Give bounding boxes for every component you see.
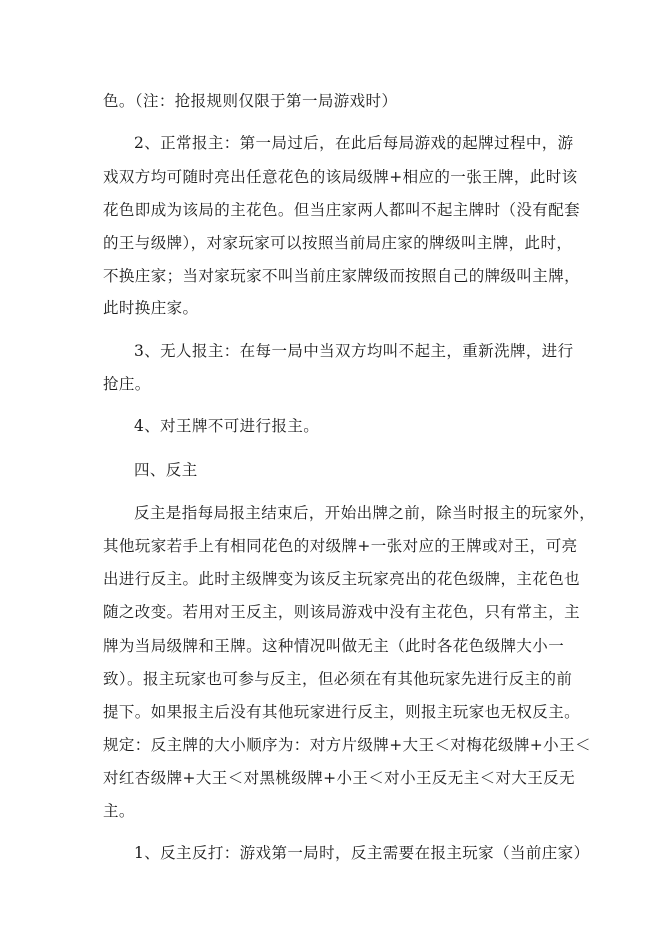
text-line: 随之改变。若用对王反主，则该局游戏中没有主花色，只有常主，主 [103,603,581,621]
text-line: 出进行反主。此时主级牌变为该反主玩家亮出的花色级牌，主花色也 [103,570,581,588]
text-line: 其他玩家若手上有相同花色的对级牌+一张对应的王牌或对王，可亮 [103,537,578,555]
section-heading: 四、反主 [134,461,198,479]
text-line: 不换庄家；当对家玩家不叫当前庄家牌级而按照自己的牌级叫主牌， [103,267,581,285]
text-line: 对红杏级牌+大王＜对黑桃级牌+小王＜对小王反无主＜对大王反无 [103,769,575,787]
paragraph-no-call-line: 3、无人报主：在每一局中当双方均叫不起主，重新洗牌，进行 [134,342,574,360]
text-line: 的王与级牌），对家玩家可以按照当前局庄家的牌级叫主牌，此时， [103,234,573,252]
paragraph-counter-call-line: 反主是指每局报主结束后，开始出牌之前，除当时报主的玩家外， [134,504,596,522]
text-line: 主。 [103,802,135,820]
text-line: 戏双方均可随时亮出任意花色的该局级牌+相应的一张王牌，此时该 [103,168,578,186]
text-line: 抢庄。 [103,375,151,393]
text-line: 此时换庄家。 [103,299,199,317]
paragraph-normal-call-line: 2、正常报主：第一局过后，在此后每局游戏的起牌过程中，游 [134,134,574,152]
text-line: 牌为当局级牌和王牌。这种情况叫做无主（此时各花色级牌大小一 [103,637,565,655]
text-line: 色。（注：抢报规则仅限于第一局游戏时） [103,92,398,110]
text-line: 致）。报主玩家也可参与反主，但必须在有其他玩家先进行反主的前 [103,670,573,688]
text-line: 提下。如果报主后没有其他玩家进行反主，则报主玩家也无权反主。 [103,703,581,721]
text-line: 花色即成为该局的主花色。但当庄家两人都叫不起主牌时（没有配套 [103,201,581,219]
text-line: 规定：反主牌的大小顺序为：对方片级牌+大王＜对梅花级牌+小王＜ [103,736,591,754]
paragraph-joker-rule-line: 4、对王牌不可进行报主。 [134,417,320,435]
paragraph-counter-play-line: 1、反主反打：游戏第一局时，反主需要在报主玩家（当前庄家） [134,844,590,862]
